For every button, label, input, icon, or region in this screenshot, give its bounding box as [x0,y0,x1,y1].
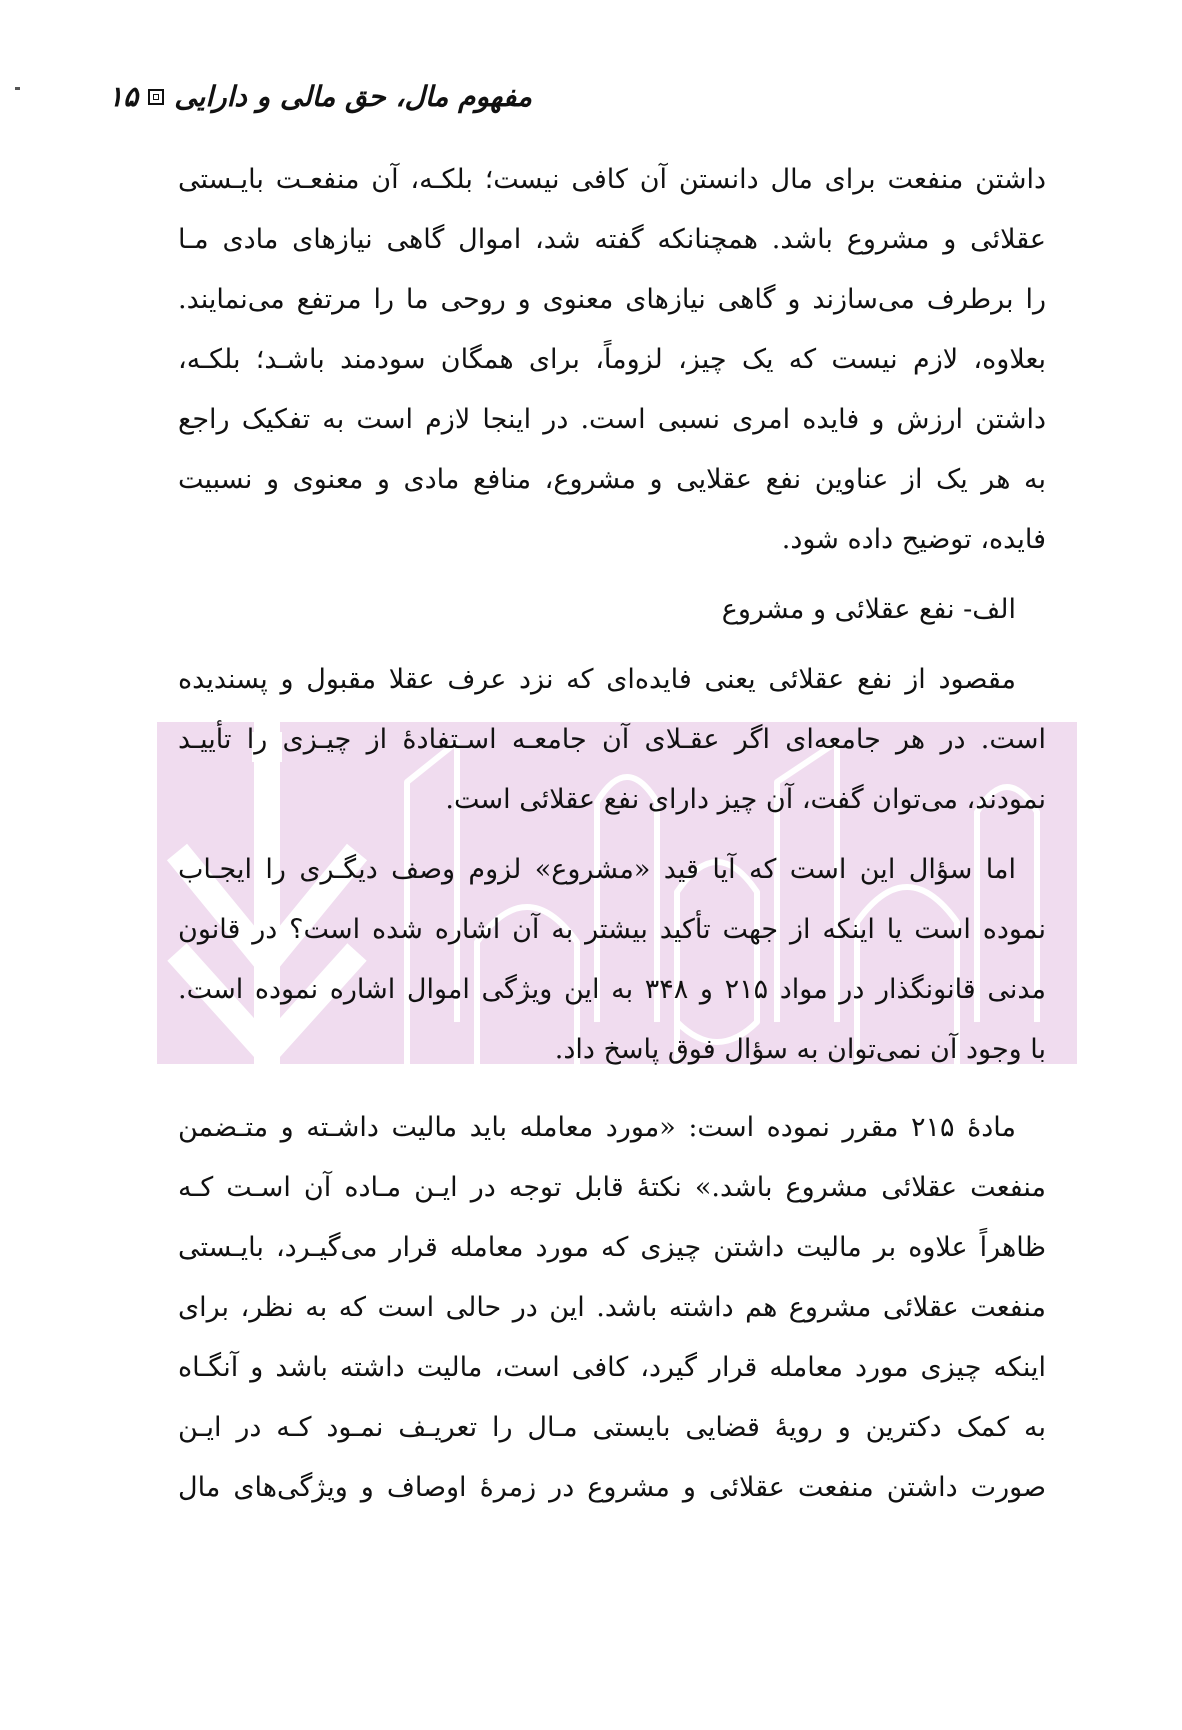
text-line: مدنی قانونگذار در مواد ۲۱۵ و ۳۴۸ به این ویژگی اموال اشاره نموده است. [178,974,1046,1005]
text-line: منفعت عقلائی مشروع هم داشته باشد. این در حالی است که به نظر، برای [178,1292,1046,1323]
text-line: منفعت عقلائی مشروع باشد.» نکتهٔ قابل توجه در ایـن مـاده آن اسـت کـه [178,1172,1046,1203]
text-line: اما سؤال این است که آیا قید «مشروع» لزوم وصف دیگـری را ایجـاب [178,854,1016,885]
text-line: نموده است یا اینکه از جهت تأکید بیشتر به آن اشاره شده است؟ در قانون [178,914,1046,945]
running-header [108,80,532,113]
text-line: عقلائی و مشروع باشد. همچنانکه گفته شد، اموال گاهی نیازهای مادی مـا [178,224,1046,255]
text-line: با وجود آن نمی‌توان به سؤال فوق پاسخ داد. [554,1034,1046,1065]
text-line: نمودند، می‌توان گفت، آن چیز دارای نفع عقلائی است. [445,784,1046,815]
text-line: اینکه چیزی مورد معامله قرار گیرد، کافی است، مالیت داشته باشد و آنگـاه [178,1352,1046,1383]
text-line: داشتن ارزش و فایده امری نسبی است. در اینجا لازم است به تفکیک راجع [178,404,1046,435]
scan-artifact [15,87,20,90]
text-line: مقصود از نفع عقلائی یعنی فایده‌ای که نزد عرف عقلا مقبول و پسندیده [178,664,1016,695]
page-number: ۱۵ [108,80,139,113]
text-line: بعلاوه، لازم نیست که یک چیز، لزوماً، برای همگان سودمند باشـد؛ بلکـه، [178,344,1046,375]
text-line: است. در هر جامعه‌ای اگر عقـلای آن جامعـه اسـتفادهٔ از چیـزی را تأییـد [178,724,1046,755]
text-line: ظاهراً علاوه بر مالیت داشتن چیزی که مورد معامله قرار می‌گیـرد، بایـستی [178,1232,1046,1263]
text-line: صورت داشتن منفعت عقلائی و مشروع در زمرهٔ اوصاف و ویژگی‌های مال [178,1472,1046,1503]
square-box-icon [148,89,164,105]
text-line: به کمک دکترین و رویهٔ قضایی بایستی مـال را تعریـف نمـود کـه در ایـن [178,1412,1046,1443]
text-line: را برطرف می‌سازند و گاهی نیازهای معنوی و روحی ما را مرتفع می‌نمایند. [178,284,1046,315]
section-subheading: الف- نفع عقلائی و مشروع [721,594,1016,625]
text-line: داشتن منفعت برای مال دانستن آن کافی نیست؛ بلکـه، آن منفعـت بایـستی [178,164,1046,195]
text-line: فایده، توضیح داده شود. [781,524,1046,555]
chapter-title: مفهوم مال، حق مالی و دارایی [174,80,532,113]
text-line: به هر یک از عناوین نفع عقلایی و مشروع، منافع مادی و معنوی و نسبیت [178,464,1046,495]
text-line: مادهٔ ۲۱۵ مقرر نموده است: «مورد معامله باید مالیت داشـته و متـضمن [178,1112,1016,1143]
